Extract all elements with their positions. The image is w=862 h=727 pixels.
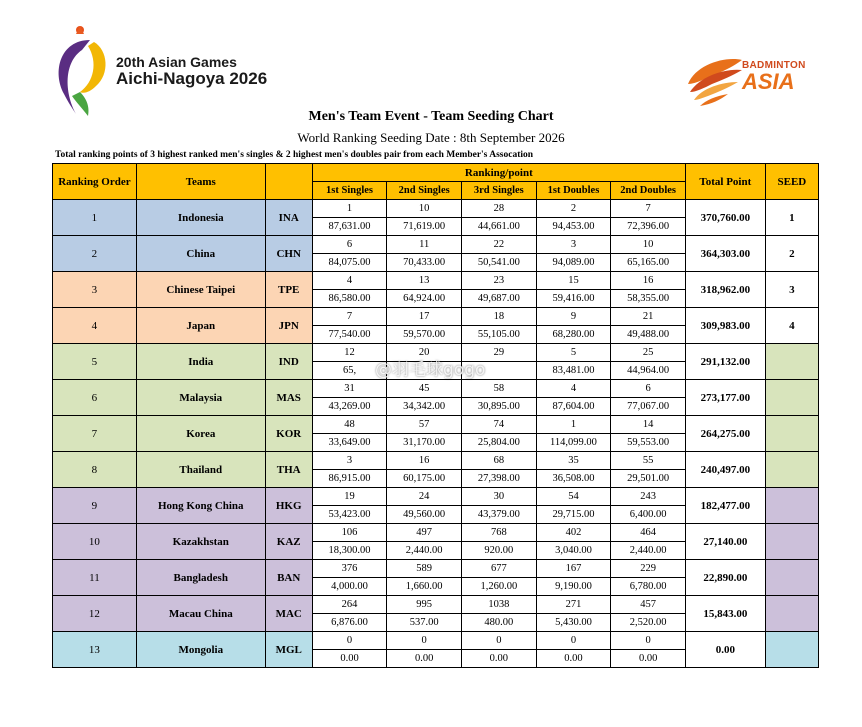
rank-cell: 6 <box>312 236 387 254</box>
point-cell: 87,604.00 <box>536 398 611 416</box>
badminton-label: BADMINTON <box>742 60 806 71</box>
point-cell: 0.00 <box>611 650 686 668</box>
rank-cell: 497 <box>387 524 462 542</box>
point-cell: 77,540.00 <box>312 326 387 344</box>
table-row <box>53 632 819 650</box>
point-cell: 1,260.00 <box>462 578 537 596</box>
seed-cell <box>765 632 818 668</box>
team-name-cell: Bangladesh <box>136 560 265 596</box>
total-point-cell: 273,177.00 <box>685 380 765 416</box>
point-cell: 59,553.00 <box>611 434 686 452</box>
point-cell: 29,501.00 <box>611 470 686 488</box>
rank-cell: 45 <box>387 380 462 398</box>
header-ranking-order: Ranking Order <box>53 164 137 200</box>
rank-cell: 677 <box>462 560 537 578</box>
rank-cell: 229 <box>611 560 686 578</box>
asia-label: ASIA <box>742 69 795 94</box>
rank-cell: 264 <box>312 596 387 614</box>
rank-cell: 13 <box>387 272 462 290</box>
point-cell: 49,687.00 <box>462 290 537 308</box>
team-code-cell: MAS <box>265 380 312 416</box>
total-point-cell: 370,760.00 <box>685 200 765 236</box>
seed-cell <box>765 416 818 452</box>
point-cell: 71,619.00 <box>387 218 462 236</box>
seed-cell <box>765 596 818 632</box>
asian-games-logo <box>50 22 120 118</box>
point-cell: 43,379.00 <box>462 506 537 524</box>
rank-cell: 106 <box>312 524 387 542</box>
rank-cell: 29 <box>462 344 537 362</box>
point-cell: 2,440.00 <box>387 542 462 560</box>
point-cell: 18,300.00 <box>312 542 387 560</box>
header-sub-1: 2nd Singles <box>387 182 462 200</box>
team-code-cell: CHN <box>265 236 312 272</box>
ranking-order-cell: 2 <box>53 236 137 272</box>
table-row <box>53 596 819 614</box>
rank-cell: 68 <box>462 452 537 470</box>
rank-cell: 48 <box>312 416 387 434</box>
point-cell: 30,895.00 <box>462 398 537 416</box>
point-cell: 27,398.00 <box>462 470 537 488</box>
asian-games-wordmark <box>116 55 267 89</box>
rank-cell: 23 <box>462 272 537 290</box>
point-cell: 53,423.00 <box>312 506 387 524</box>
rank-cell: 10 <box>611 236 686 254</box>
rank-cell: 376 <box>312 560 387 578</box>
point-cell: 31,170.00 <box>387 434 462 452</box>
seed-cell: 1 <box>765 200 818 236</box>
point-cell: 49,488.00 <box>611 326 686 344</box>
rank-cell: 31 <box>312 380 387 398</box>
point-cell: 65,165.00 <box>611 254 686 272</box>
games-edition: 20th Asian Games <box>116 54 237 70</box>
rank-cell: 16 <box>611 272 686 290</box>
point-cell: 36,508.00 <box>536 470 611 488</box>
rank-cell: 2 <box>536 200 611 218</box>
point-cell: 6,876.00 <box>312 614 387 632</box>
point-cell: 84,075.00 <box>312 254 387 272</box>
header-sub-3: 1st Doubles <box>536 182 611 200</box>
team-code-cell: JPN <box>265 308 312 344</box>
point-cell: 70,433.00 <box>387 254 462 272</box>
rank-cell: 15 <box>536 272 611 290</box>
seed-cell <box>765 452 818 488</box>
seed-cell: 2 <box>765 236 818 272</box>
rank-cell: 58 <box>462 380 537 398</box>
total-point-cell: 264,275.00 <box>685 416 765 452</box>
table-row <box>53 308 819 326</box>
rank-cell: 22 <box>462 236 537 254</box>
rank-cell: 21 <box>611 308 686 326</box>
total-point-cell: 27,140.00 <box>685 524 765 560</box>
rank-cell: 18 <box>462 308 537 326</box>
rank-cell: 14 <box>611 416 686 434</box>
rank-cell: 167 <box>536 560 611 578</box>
rank-cell: 4 <box>312 272 387 290</box>
header-sub-4: 2nd Doubles <box>611 182 686 200</box>
team-code-cell: BAN <box>265 560 312 596</box>
rank-cell: 7 <box>312 308 387 326</box>
table-row <box>53 236 819 254</box>
team-name-cell: Thailand <box>136 452 265 488</box>
rank-cell: 30 <box>462 488 537 506</box>
team-name-cell: Japan <box>136 308 265 344</box>
header-sub-0: 1st Singles <box>312 182 387 200</box>
point-cell: 0.00 <box>462 650 537 668</box>
team-name-cell: Malaysia <box>136 380 265 416</box>
team-code-cell: KAZ <box>265 524 312 560</box>
total-point-cell: 291,132.00 <box>685 344 765 380</box>
badminton-asia-wordmark <box>742 60 806 93</box>
point-cell: 1,660.00 <box>387 578 462 596</box>
point-cell: 2,520.00 <box>611 614 686 632</box>
point-cell: 0.00 <box>536 650 611 668</box>
point-cell: 44,964.00 <box>611 362 686 380</box>
point-cell: 0.00 <box>312 650 387 668</box>
seed-cell: 4 <box>765 308 818 344</box>
table-row <box>53 272 819 290</box>
point-cell: 4,000.00 <box>312 578 387 596</box>
rank-cell: 25 <box>611 344 686 362</box>
total-point-cell: 240,497.00 <box>685 452 765 488</box>
rank-cell: 55 <box>611 452 686 470</box>
point-cell: 94,453.00 <box>536 218 611 236</box>
badminton-asia-logo <box>686 54 746 108</box>
rank-cell: 54 <box>536 488 611 506</box>
point-cell: 3,040.00 <box>536 542 611 560</box>
page-title: Men's Team Event - Team Seeding Chart <box>308 109 554 124</box>
point-cell: 94,089.00 <box>536 254 611 272</box>
rank-cell: 589 <box>387 560 462 578</box>
team-name-cell: Chinese Taipei <box>136 272 265 308</box>
point-cell: 537.00 <box>387 614 462 632</box>
table-row <box>53 524 819 542</box>
header-total-point: Total Point <box>685 164 765 200</box>
point-cell: 34,342.00 <box>387 398 462 416</box>
ranking-order-cell: 6 <box>53 380 137 416</box>
rank-cell: 7 <box>611 200 686 218</box>
point-cell: 9,190.00 <box>536 578 611 596</box>
seed-cell <box>765 560 818 596</box>
point-cell: 44,661.00 <box>462 218 537 236</box>
team-code-cell: HKG <box>265 488 312 524</box>
point-cell: 5,430.00 <box>536 614 611 632</box>
point-cell: 87,631.00 <box>312 218 387 236</box>
games-host: Aichi-Nagoya 2026 <box>116 69 268 89</box>
rank-cell: 28 <box>462 200 537 218</box>
ranking-order-cell: 9 <box>53 488 137 524</box>
point-cell: 83,481.00 <box>536 362 611 380</box>
team-code-cell: MAC <box>265 596 312 632</box>
table-row <box>53 488 819 506</box>
header-teams: Teams <box>136 164 265 200</box>
point-cell: 59,416.00 <box>536 290 611 308</box>
ranking-order-cell: 5 <box>53 344 137 380</box>
rank-cell: 17 <box>387 308 462 326</box>
seeding-table <box>52 163 819 668</box>
rank-cell: 1 <box>312 200 387 218</box>
total-point-cell: 182,477.00 <box>685 488 765 524</box>
ranking-order-cell: 8 <box>53 452 137 488</box>
point-cell: 64,924.00 <box>387 290 462 308</box>
point-cell: 77,067.00 <box>611 398 686 416</box>
point-cell: 25,804.00 <box>462 434 537 452</box>
team-name-cell: India <box>136 344 265 380</box>
point-cell: 2,440.00 <box>611 542 686 560</box>
point-cell: 29,715.00 <box>536 506 611 524</box>
point-cell: 50,541.00 <box>462 254 537 272</box>
rank-cell: 995 <box>387 596 462 614</box>
team-name-cell: Macau China <box>136 596 265 632</box>
point-cell: 65, <box>312 362 387 380</box>
rank-cell: 24 <box>387 488 462 506</box>
team-code-cell: MGL <box>265 632 312 668</box>
rank-cell: 0 <box>462 632 537 650</box>
ranking-order-cell: 11 <box>53 560 137 596</box>
team-name-cell: China <box>136 236 265 272</box>
total-point-cell: 15,843.00 <box>685 596 765 632</box>
rank-cell: 16 <box>387 452 462 470</box>
table-row <box>53 200 819 218</box>
rank-cell: 0 <box>312 632 387 650</box>
rank-cell: 19 <box>312 488 387 506</box>
point-cell: 920.00 <box>462 542 537 560</box>
point-cell: 55,105.00 <box>462 326 537 344</box>
point-cell: 43,269.00 <box>312 398 387 416</box>
total-point-cell: 0.00 <box>685 632 765 668</box>
team-name-cell: Hong Kong China <box>136 488 265 524</box>
rank-cell: 0 <box>387 632 462 650</box>
ranking-order-cell: 1 <box>53 200 137 236</box>
team-name-cell: Mongolia <box>136 632 265 668</box>
rank-cell: 12 <box>312 344 387 362</box>
total-point-cell: 22,890.00 <box>685 560 765 596</box>
ranking-note: Total ranking points of 3 highest ranked men's singles & 2 highest men's doubles pair from each Member's Assocation <box>55 150 534 160</box>
rank-cell: 5 <box>536 344 611 362</box>
point-cell: 33,649.00 <box>312 434 387 452</box>
ranking-order-cell: 3 <box>53 272 137 308</box>
point-cell: 480.00 <box>462 614 537 632</box>
ranking-order-cell: 12 <box>53 596 137 632</box>
rank-cell: 1038 <box>462 596 537 614</box>
seed-cell <box>765 344 818 380</box>
rank-cell: 4 <box>536 380 611 398</box>
rank-cell: 1 <box>536 416 611 434</box>
point-cell: 58,355.00 <box>611 290 686 308</box>
team-code-cell: KOR <box>265 416 312 452</box>
rank-cell: 243 <box>611 488 686 506</box>
rank-cell: 0 <box>611 632 686 650</box>
rank-cell: 6 <box>611 380 686 398</box>
rank-cell: 464 <box>611 524 686 542</box>
watermark: @羽毛球gogo <box>375 360 486 380</box>
rank-cell: 402 <box>536 524 611 542</box>
header-sub-2: 3rd Singles <box>462 182 537 200</box>
rank-cell: 10 <box>387 200 462 218</box>
rank-cell: 0 <box>536 632 611 650</box>
point-cell: 0.00 <box>387 650 462 668</box>
total-point-cell: 318,962.00 <box>685 272 765 308</box>
table-row <box>53 560 819 578</box>
rank-cell: 11 <box>387 236 462 254</box>
table-row <box>53 452 819 470</box>
team-code-cell: TPE <box>265 272 312 308</box>
team-code-cell: IND <box>265 344 312 380</box>
team-name-cell: Kazakhstan <box>136 524 265 560</box>
ranking-order-cell: 13 <box>53 632 137 668</box>
header-code <box>265 164 312 200</box>
team-code-cell: INA <box>265 200 312 236</box>
team-code-cell: THA <box>265 452 312 488</box>
ranking-order-cell: 4 <box>53 308 137 344</box>
point-cell: 59,570.00 <box>387 326 462 344</box>
point-cell: 6,780.00 <box>611 578 686 596</box>
rank-cell: 768 <box>462 524 537 542</box>
point-cell: 86,580.00 <box>312 290 387 308</box>
seed-cell <box>765 488 818 524</box>
point-cell: 68,280.00 <box>536 326 611 344</box>
rank-cell: 3 <box>312 452 387 470</box>
point-cell: 72,396.00 <box>611 218 686 236</box>
rank-cell: 20 <box>387 344 462 362</box>
rank-cell: 35 <box>536 452 611 470</box>
rank-cell: 271 <box>536 596 611 614</box>
point-cell: 86,915.00 <box>312 470 387 488</box>
point-cell: 49,560.00 <box>387 506 462 524</box>
seed-cell <box>765 380 818 416</box>
team-name-cell: Indonesia <box>136 200 265 236</box>
table-row <box>53 416 819 434</box>
rank-cell: 9 <box>536 308 611 326</box>
rank-cell: 74 <box>462 416 537 434</box>
rank-cell: 57 <box>387 416 462 434</box>
point-cell: 114,099.00 <box>536 434 611 452</box>
ranking-order-cell: 10 <box>53 524 137 560</box>
rank-cell: 3 <box>536 236 611 254</box>
total-point-cell: 309,983.00 <box>685 308 765 344</box>
header-seed: SEED <box>765 164 818 200</box>
table-row <box>53 380 819 398</box>
total-point-cell: 364,303.00 <box>685 236 765 272</box>
ranking-order-cell: 7 <box>53 416 137 452</box>
team-name-cell: Korea <box>136 416 265 452</box>
seed-cell <box>765 524 818 560</box>
point-cell: 6,400.00 <box>611 506 686 524</box>
rank-cell: 457 <box>611 596 686 614</box>
point-cell: 60,175.00 <box>387 470 462 488</box>
seeding-date: World Ranking Seeding Date : 8th September 2026 <box>297 130 565 145</box>
header-ranking-point: Ranking/point <box>312 164 685 182</box>
seed-cell: 3 <box>765 272 818 308</box>
